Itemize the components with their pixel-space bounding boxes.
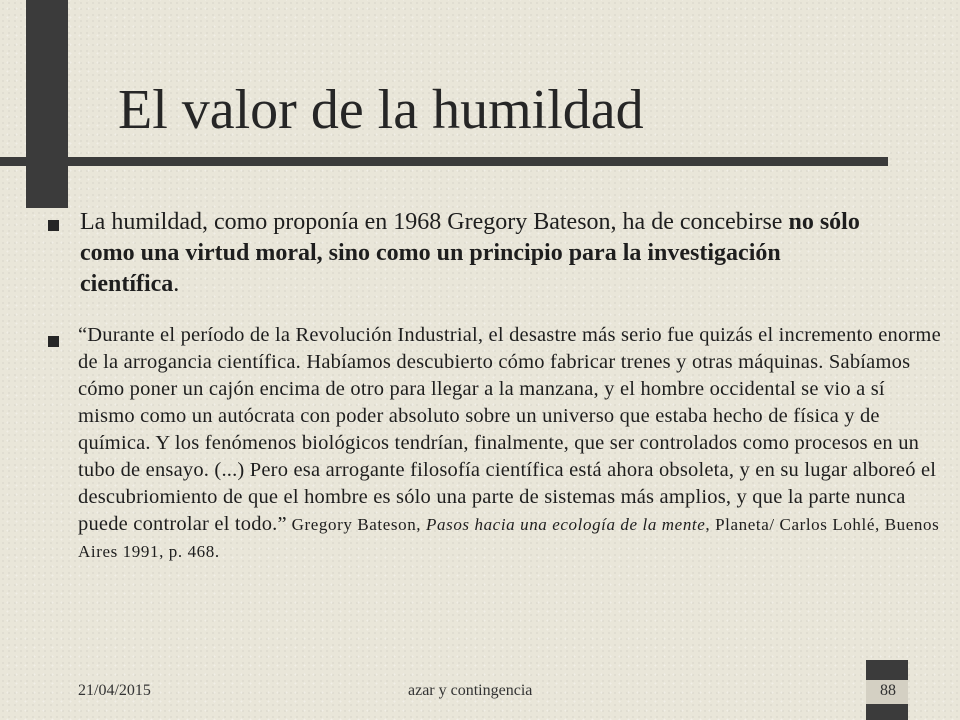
citation-author: Gregory Bateson,	[291, 515, 422, 534]
bullet-square-icon	[48, 220, 59, 231]
bullet-1-bold-text: no sólo como una virtud moral, sino como un principio para la investigación científica	[80, 209, 860, 297]
decorative-horizontal-bar	[0, 157, 888, 166]
page-number: 88	[880, 682, 896, 699]
quote-text: “Durante el período de la Revolución Industrial, el desastre más serio fue quizás el incremento enorme de la arrogancia científica. Habíamos descubierto cómo fabricar trenes y otras máquinas. Sabíamos cómo poner un cajón encima de otro para llegar a la manzana, y el hombre occidental se vio a sí mismo como un autócrata con poder absoluto sobre un universo que estaba hecho de física y de química. Y los fenómenos biológicos tendrían, finalmente, que ser controlados como procesos en un tubo de ensayo. (...) Pero esa arrogante filosofía científica está ahora obsoleta, y en su lugar alboreó el descubriomiento de que el hombre es sólo una parte de sistemas más amplios, y que la parte nunca puede controlar el todo.”	[78, 324, 941, 535]
bullet-2-quote	[78, 322, 943, 565]
bullet-1-text	[80, 207, 880, 300]
decorative-vertical-bar	[26, 0, 68, 208]
bullet-square-icon	[48, 336, 59, 347]
citation-details: , Planeta/ Carlos Lohlé, Buenos Aires 1991, p. 468.	[78, 515, 940, 561]
slide-title: El valor de la humildad	[118, 79, 644, 141]
bullet-1-text-after: .	[173, 271, 180, 297]
footer-title: azar y contingencia	[408, 682, 533, 699]
bullet-1-text-before: La humildad, como proponía en 1968 Gregory Bateson, ha de concebirse	[80, 209, 789, 235]
footer-date: 21/04/2015	[78, 682, 151, 699]
citation-book-title: Pasos hacia una ecología de la mente	[426, 515, 706, 534]
